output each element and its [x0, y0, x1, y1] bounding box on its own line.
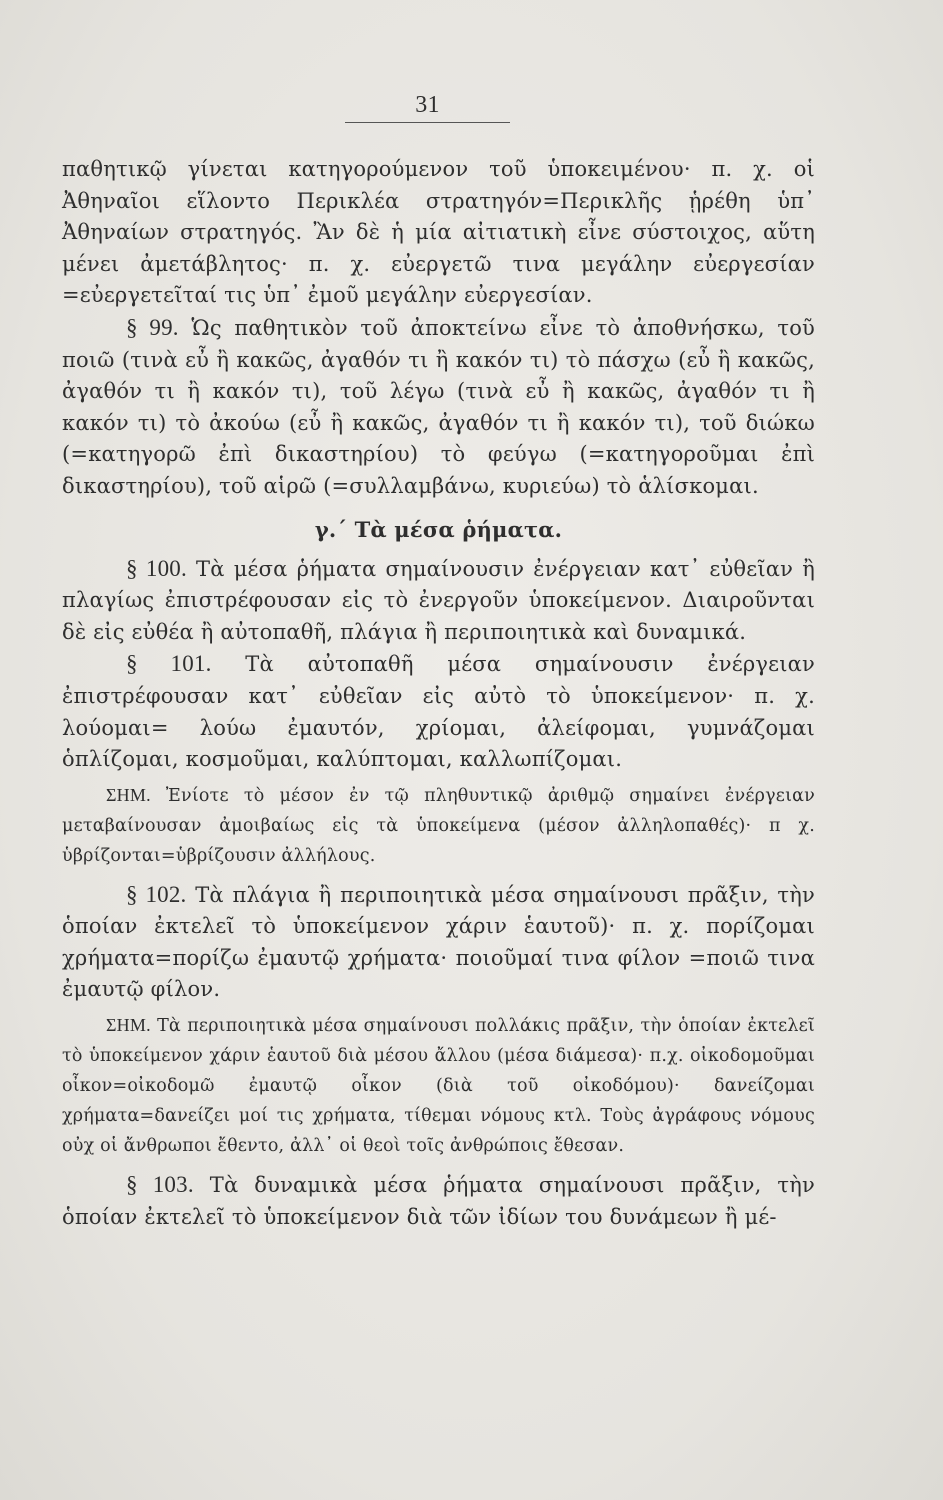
paragraph-99-text: Ὡς παθητικὸν τοῦ ἀποκτείνω εἶνε τὸ ἀποθνήσκω, τοῦ ποιῶ (τινὰ εὖ ἢ κακῶς, ἀγαθόν τι ἢ κακόν τι) τὸ πάσχω (εὖ ἢ κακῶς, ἀγαθόν τι ἢ κακόν τι), τοῦ λέγω (τινὰ εὖ ἢ κακῶς, ἀγαθόν τι ἢ κακόν τι) τὸ ἀκούω (εὖ ἢ κακῶς, ἀγαθόν τι ἢ κακόν τι), τοῦ διώκω (=κατηγορῶ ἐπὶ δικαστηρίου) τὸ φεύγω (=κατηγοροῦμαι ἐπὶ δικαστηρίου), τοῦ αἱρῶ (=συλλαμβάνω, κυριεύω) τὸ ἁλίσκομαι. — [62, 315, 816, 498]
paragraph-100-text: Τὰ μέσα ῥήματα σημαίνουσιν ἐνέργειαν κατ᾽ εὐθεῖαν ἢ πλαγίως ἐπιστρέφουσαν εἰς τὸ ἐνεργοῦν ὑποκείμενον. Διαιροῦνται δὲ εἰς εὐθέα ἢ αὐτοπαθῆ, πλάγια ἢ περιποιητικὰ καὶ δυναμικά. — [62, 556, 815, 644]
section-number-103: § 103. — [126, 1172, 194, 1198]
paragraph-100 — [62, 553, 815, 649]
paragraph-101-text: Τὰ αὐτοπαθῆ μέσα σημαίνουσιν ἐνέργειαν ἐπιστρέφουσαν κατ᾽ εὐθεῖαν εἰς αὐτὸ τὸ ὑποκείμενον· π. χ. λούομαι= λούω ἐμαυτόν, χρίομαι, ἀλείφομαι, γυμνάζομαι ὁπλίζομαι, κοσμοῦμαι, καλύπτομαι, καλλωπίζομαι. — [62, 652, 816, 772]
paragraph-101 — [62, 648, 815, 775]
paragraph-103 — [62, 1169, 815, 1233]
note-intermediate — [62, 1010, 815, 1161]
section-number-99: § 99. — [126, 314, 179, 340]
section-heading-middle-verbs: γ.΄ Τὰ μέσα ῥήματα. — [314, 516, 563, 542]
paragraph-103-text: Τὰ δυναμικὰ μέσα ῥήματα σημαίνουσι πρᾶξιν, τὴν ὁποίαν ἐκτελεῖ τὸ ὑποκείμενον διὰ τῶν ἰδίων του δυνάμεων ἢ μέ- — [62, 1173, 815, 1229]
page-body — [62, 154, 815, 1233]
paragraph-102 — [62, 879, 815, 1006]
note-label: ΣΗΜ. — [106, 784, 151, 805]
note-reciprocal-text: Ἐνίοτε τὸ μέσον ἐν τῷ πληθυντικῷ ἀριθμῷ σημαίνει ἐνέργειαν μεταβαίνουσαν ἀμοιβαίως εἰς τὰ ὑποκείμενα (μέσον ἀλληλοπαθές)· π χ. ὑβρίζονται=ὑβρίζουσιν ἀλλήλους. — [62, 785, 815, 866]
paragraph-99 — [62, 312, 815, 503]
paragraph-102-text: Τὰ πλάγια ἢ περιποιητικὰ μέσα σημαίνουσι πρᾶξιν, τὴν ὁποίαν ἐκτελεῖ τὸ ὑποκείμενον χάριν ἑαυτοῦ)· π. χ. πορίζομαι χρήματα=πορίζω ἐμαυτῷ χρήματα· ποιοῦμαί τινα φίλον =ποιῶ τινα ἐμαυτῷ φίλον. — [62, 882, 815, 1002]
note-reciprocal — [62, 780, 815, 871]
note-intermediate-text: Τὰ περιποιητικὰ μέσα σημαίνουσι πολλάκις πρᾶξιν, τὴν ὁποίαν ἐκτελεῖ τὸ ὑποκείμενον χάριν ἑαυτοῦ διὰ μέσου ἄλλου (μέσα διάμεσα)· π.χ. οἰκοδομοῦμαι οἶκον=οἰκοδομῶ ἐμαυτῷ οἶκον (διὰ τοῦ οἰκοδόμου)· δανείζομαι χρήματα=δανείζει μοί τις χρήματα, τίθεμαι νόμους κτλ. Τοὺς ἀγράφους νόμους οὐχ οἱ ἄνθρωποι ἔθεντο, ἀλλ᾽ οἱ θεοὶ τοῖς ἀνθρώποις ἔθεσαν. — [62, 1016, 815, 1157]
section-number-102: § 102. — [126, 881, 187, 907]
section-number-101: § 101. — [126, 651, 212, 677]
note-label: ΣΗΜ. — [106, 1015, 151, 1036]
page-number: 31 — [345, 92, 510, 123]
section-number-100: § 100. — [126, 555, 187, 581]
paragraph-intro: παθητικῷ γίνεται κατηγορούμενον τοῦ ὑποκειμένου· π. χ. οἱ Ἀθηναῖοι εἵλοντο Περικλέα στρατηγόν=Περικλῆς ᾑρέθη ὑπ᾽ Ἀθηναίων στρατηγός. Ἂν δὲ ἡ μία αἰτιατικὴ εἶνε σύστοιχος, αὕτη μένει ἀμετάβλητος· π. χ. εὐεργετῶ τινα μεγάλην εὐεργεσίαν =εὐεργετεῖταί τις ὑπ᾽ ἐμοῦ μεγάλην εὐεργεσίαν. — [62, 157, 815, 308]
